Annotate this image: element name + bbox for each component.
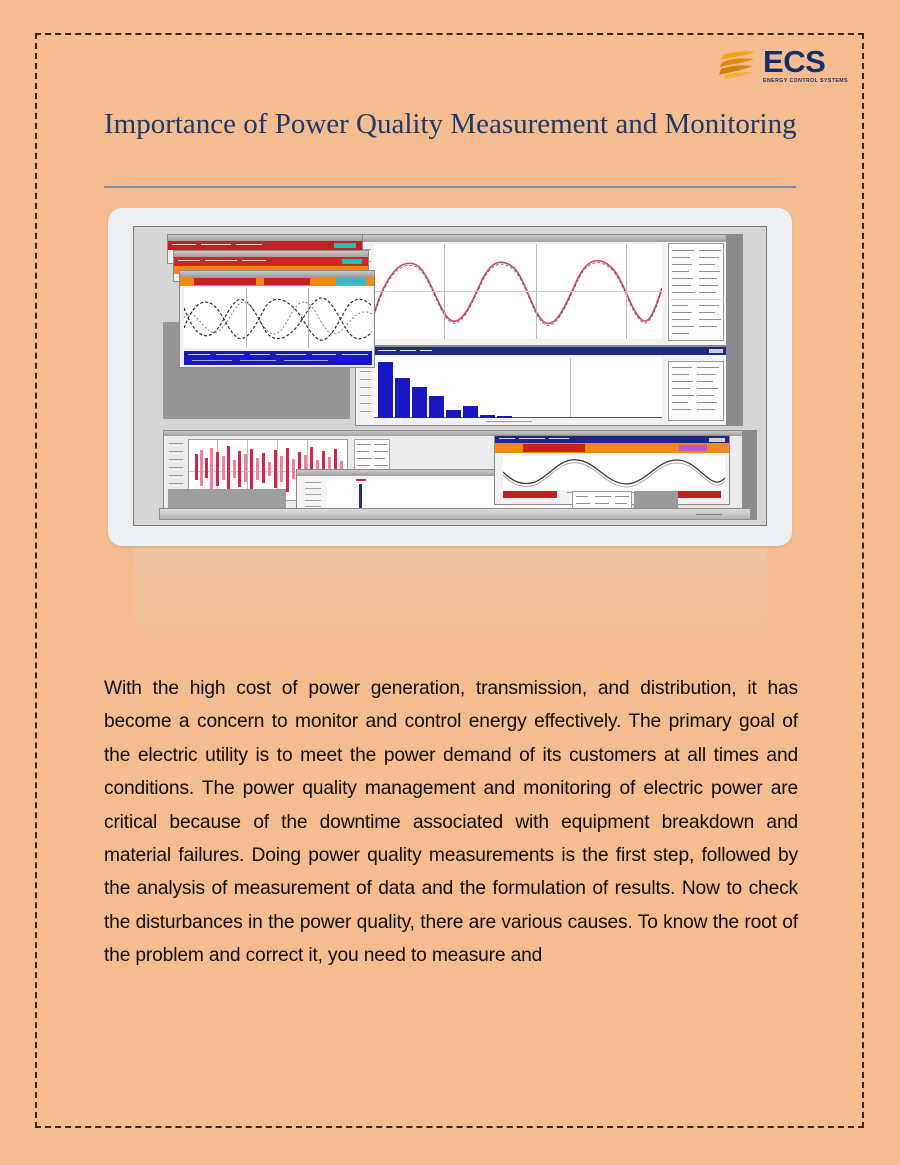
ecs-wordmark-block bbox=[763, 43, 848, 84]
status-bar bbox=[184, 351, 372, 365]
three-phase-traces bbox=[184, 288, 372, 348]
window-titlebar[interactable] bbox=[356, 235, 726, 242]
title-divider bbox=[104, 186, 796, 188]
harmonic-spectrum-window[interactable] bbox=[355, 346, 727, 426]
sine-detail-trace bbox=[503, 456, 725, 490]
harmonic-bar bbox=[412, 387, 427, 418]
measurement-table bbox=[668, 243, 724, 341]
harmonic-table bbox=[668, 361, 724, 421]
three-phase-plot bbox=[184, 288, 372, 348]
harmonic-bar bbox=[497, 416, 512, 418]
ecs-tagline: ENERGY CONTROL SYSTEMS bbox=[763, 77, 848, 84]
software-screenshot bbox=[133, 226, 767, 526]
window-titlebar[interactable] bbox=[495, 436, 729, 443]
figure-card bbox=[108, 208, 792, 546]
waveform-plot bbox=[374, 244, 662, 339]
page-title: Importance of Power Quality Measurement and Monitoring bbox=[104, 108, 797, 140]
ecs-logo[interactable] bbox=[719, 44, 848, 86]
toolbar-red[interactable] bbox=[168, 241, 362, 250]
figure-reflection bbox=[108, 548, 792, 652]
harmonic-bar bbox=[463, 406, 478, 418]
main-waveform-window[interactable] bbox=[355, 234, 727, 346]
harmonic-bar bbox=[429, 396, 444, 418]
action-button[interactable] bbox=[503, 491, 557, 498]
toolbar-orange[interactable] bbox=[180, 277, 374, 286]
body-paragraph: With the high cost of power generation, transmission, and distribution, it has become a concern to monitor and control energy effectively. The primary goal of the electric utility is to meet the power demand of its customers at all times and conditions. The power quality management and monitoring of electric power are critical because of the downtime associated with equipment breakdown and material failures. Doing power quality measurements is the first step, followed by the analysis of measurement of data and the formulation of results. Now to check the disturbances in the power quality, there are various causes. To know the root of the problem and correct it, you need to measure and bbox=[104, 678, 798, 967]
toolbar-red[interactable] bbox=[174, 257, 368, 266]
harmonic-bar bbox=[480, 415, 495, 418]
desktop-taskbar[interactable] bbox=[159, 508, 751, 520]
waveform-cascade-window[interactable] bbox=[179, 270, 375, 368]
bottom-analysis-window[interactable] bbox=[163, 430, 743, 520]
ecs-wordmark: ECS bbox=[763, 43, 826, 79]
harmonic-bar bbox=[446, 410, 461, 418]
harmonic-bar bbox=[395, 378, 410, 418]
toolbar-orange[interactable] bbox=[495, 443, 729, 453]
window-titlebar[interactable] bbox=[356, 347, 726, 355]
sine-detail-plot bbox=[503, 456, 725, 490]
harmonic-bar bbox=[378, 362, 393, 418]
ecs-swoosh-logo-mark bbox=[719, 49, 757, 81]
harmonic-bar-plot bbox=[374, 358, 662, 418]
window-shadow bbox=[743, 430, 757, 520]
window-shadow bbox=[727, 234, 743, 426]
